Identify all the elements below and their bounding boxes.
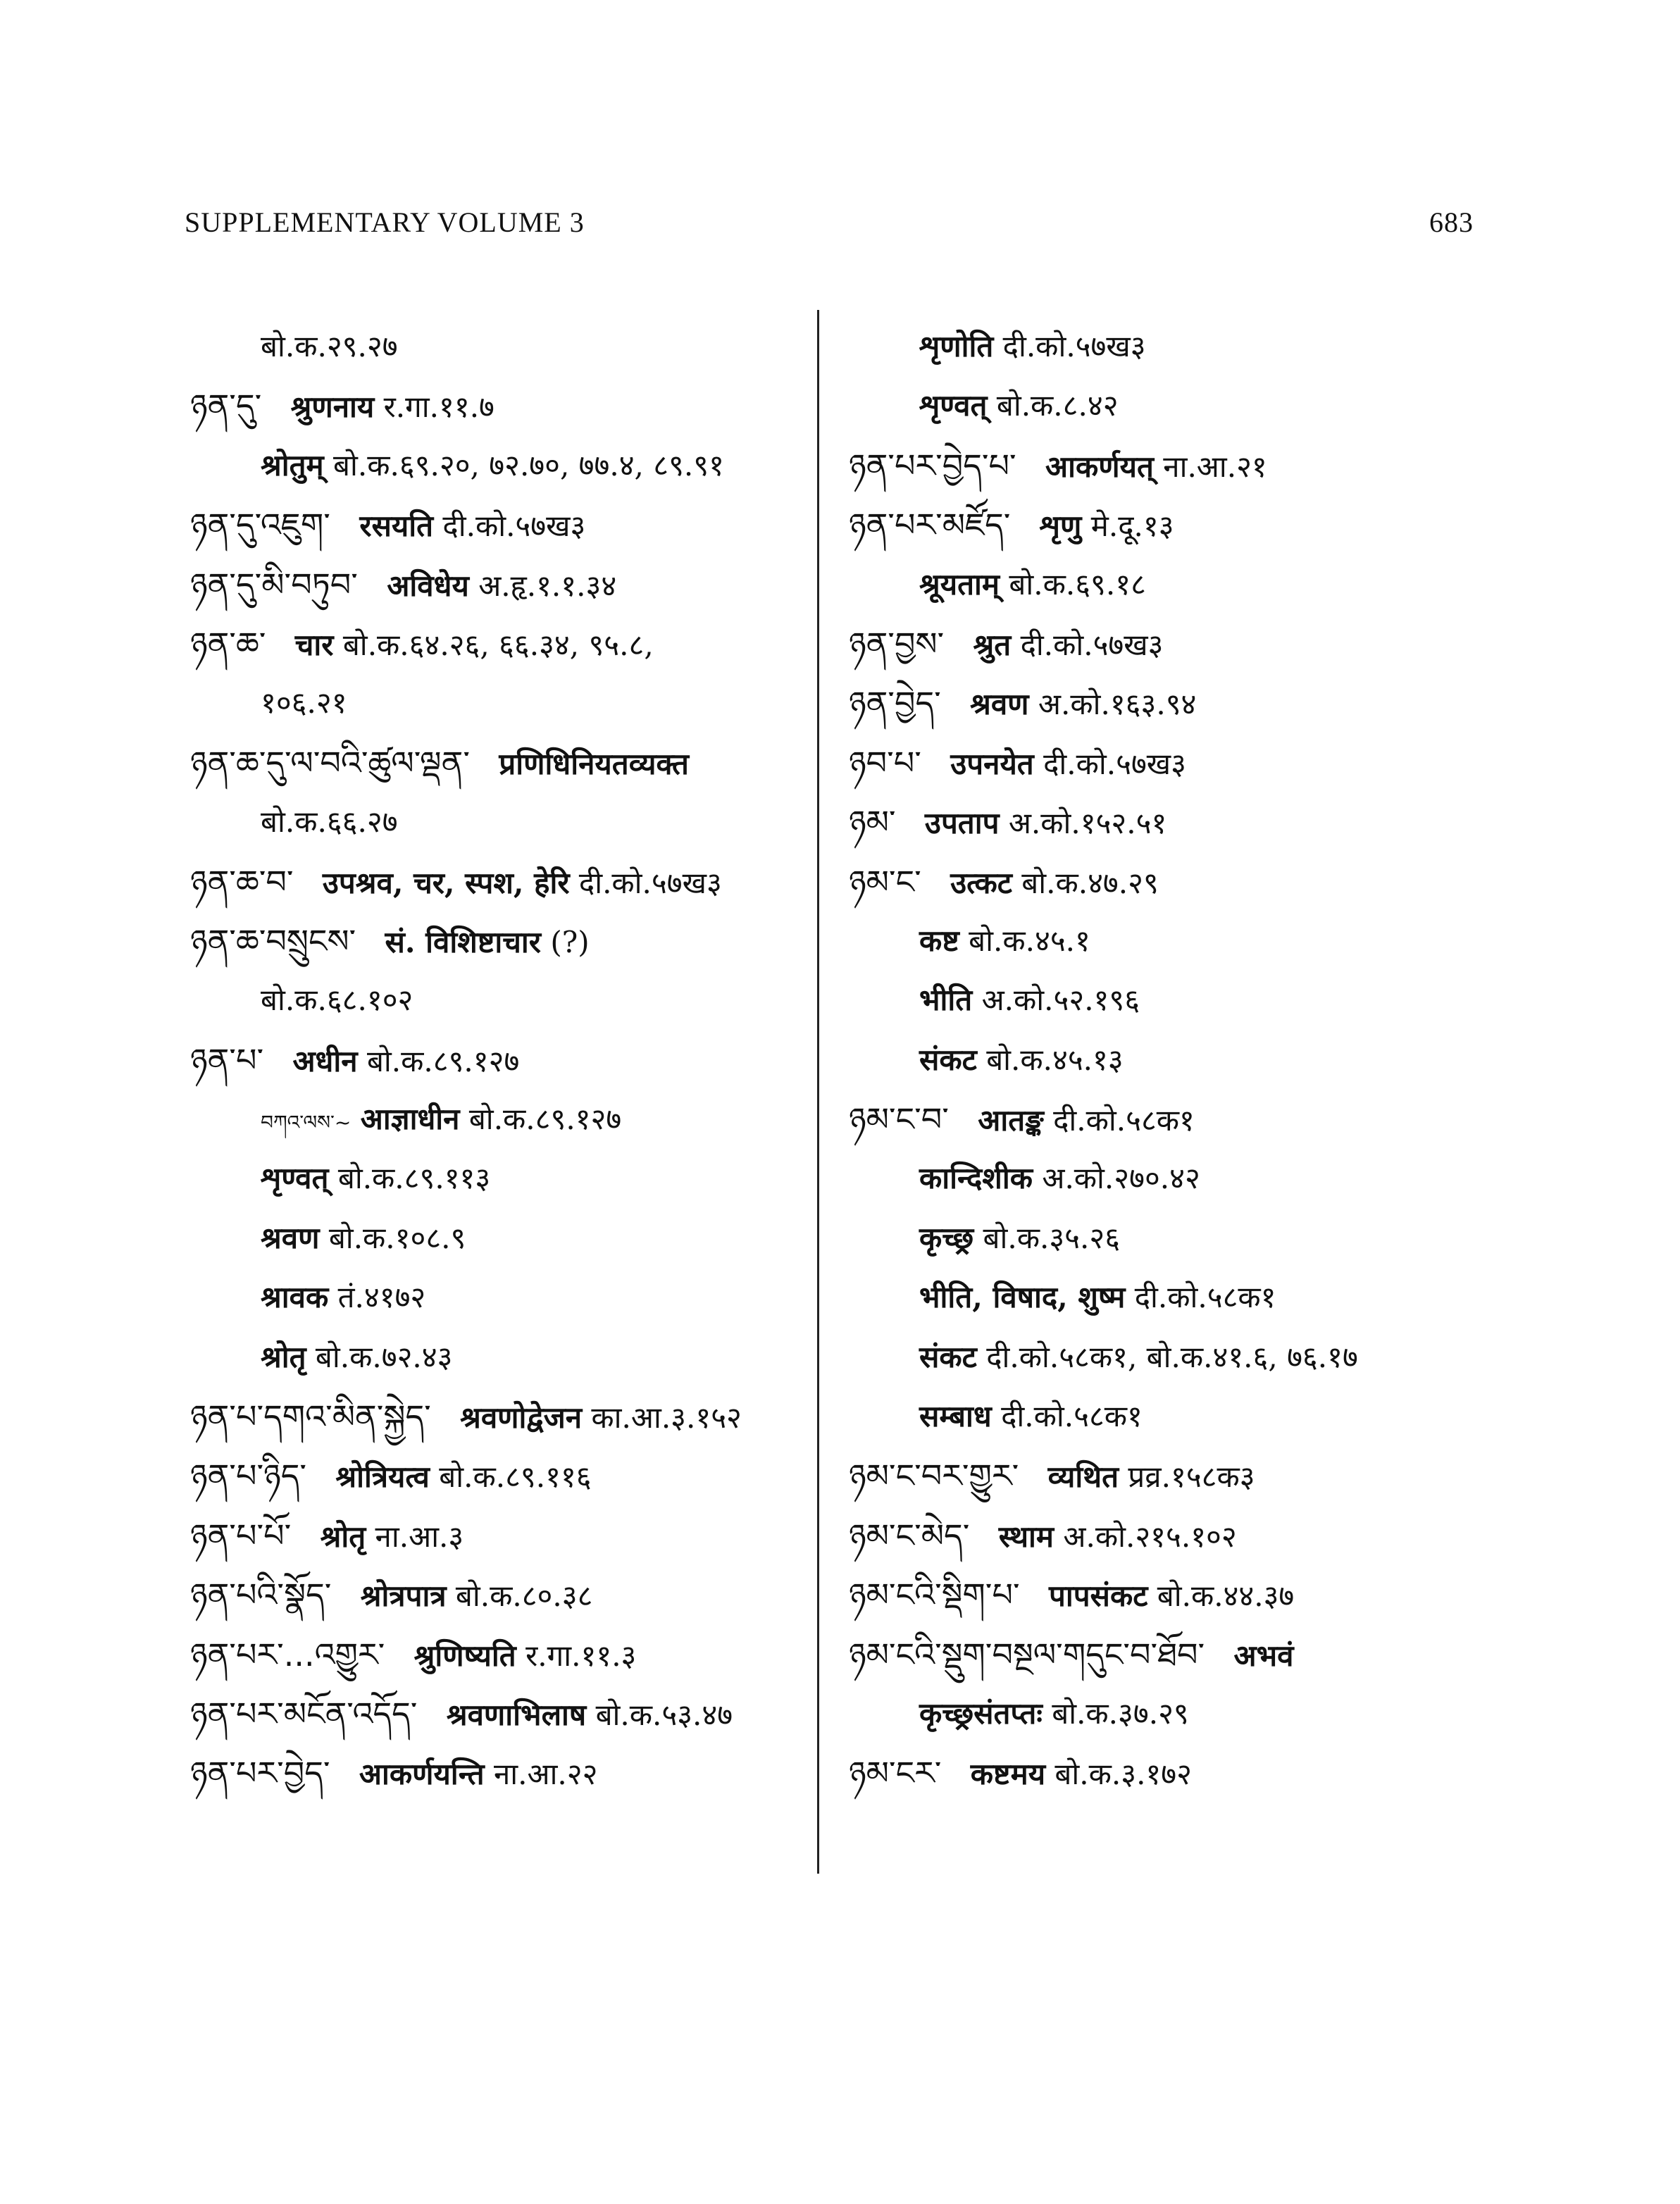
- tibetan-headword: ཉན་པ་པོ་: [190, 1516, 292, 1555]
- source-reference: दी.को.५८क१: [1053, 1103, 1195, 1138]
- sanskrit-equivalent: श्रुणनाय: [290, 390, 375, 425]
- dictionary-entry: [190, 1149, 838, 1208]
- source-reference: बो.क.६९.१८: [1009, 566, 1146, 602]
- source-reference: अ.को.५२.१९६: [981, 983, 1140, 1018]
- tibetan-headword: ཉན་པར་མཛོད་: [849, 506, 1011, 544]
- tibetan-headword: ཉམ་ངའི་སྡིག་པ་: [849, 1576, 1020, 1614]
- sanskrit-equivalent: कान्दिशीक: [919, 1161, 1033, 1196]
- sanskrit-equivalent: श्रोतुम्: [261, 447, 324, 482]
- source-reference: दी.को.५८क१, बो.क.४१.६, ७६.१७: [986, 1339, 1358, 1374]
- dictionary-entry: [849, 911, 1497, 971]
- dictionary-entry: [190, 1684, 838, 1743]
- source-reference: (?): [550, 924, 590, 959]
- source-reference: दी.को.५७ख३: [1002, 329, 1146, 363]
- sanskrit-equivalent: श्रोत्रपात्र: [360, 1579, 447, 1614]
- dictionary-entry: [190, 436, 838, 495]
- source-reference: बो.क.८९.११६: [439, 1459, 592, 1495]
- tibetan-headword: ཉབ་པ་: [849, 743, 921, 782]
- tibetan-headword: ཉན་པ་ཉིད་: [190, 1457, 307, 1495]
- source-reference: र.गा.११.३: [525, 1638, 637, 1673]
- source-reference: बो.क.३७.२९: [1052, 1695, 1189, 1731]
- source-reference: बो.क.२९.२७: [261, 329, 398, 363]
- tibetan-headword: ཉན་ཆ་བསྲུངས་: [190, 921, 356, 960]
- sanskrit-equivalent: उपश्रव, चर, स्पश, हेरि: [322, 865, 570, 900]
- sanskrit-equivalent: उपनयेत: [950, 746, 1034, 781]
- sanskrit-equivalent: आकर्णयत्: [1045, 449, 1154, 484]
- sanskrit-equivalent: आज्ञाधीन: [360, 1102, 460, 1137]
- tibetan-headword: ཉམ་ང་བ་: [849, 1100, 949, 1139]
- source-reference: बो.क.३.१७२: [1054, 1757, 1192, 1792]
- sanskrit-equivalent: श्रवणाभिलाष: [446, 1697, 587, 1732]
- dictionary-entry: [190, 733, 838, 792]
- sanskrit-equivalent: व्यथित: [1047, 1459, 1119, 1495]
- sanskrit-equivalent: कष्ट: [919, 923, 959, 958]
- dictionary-entry: [190, 673, 838, 733]
- dictionary-entry: [190, 555, 838, 614]
- dictionary-entry: [849, 1625, 1497, 1684]
- dictionary-entry: [849, 733, 1497, 792]
- tibetan-headword: ཉན་བྱས་: [849, 624, 945, 663]
- source-reference: ना.आ.२२: [493, 1757, 598, 1792]
- source-reference: बो.क.६४.२६, ६६.३४, ९५.८,: [342, 627, 654, 662]
- sanskrit-equivalent: कृच्छ्रसंतप्तः: [919, 1695, 1043, 1731]
- sanskrit-equivalent: शृणु: [1039, 509, 1082, 544]
- dictionary-entry: [190, 1446, 838, 1505]
- sanskrit-equivalent: श्रोतृ: [320, 1519, 366, 1554]
- source-reference: अ.को.२७०.४२: [1042, 1161, 1200, 1196]
- source-reference: दी.को.५७ख३: [1020, 627, 1164, 662]
- sanskrit-equivalent: अधीन: [292, 1043, 358, 1078]
- sanskrit-equivalent: अभवं: [1233, 1638, 1294, 1673]
- tibetan-headword: ཉན་པར་བྱེད་པ་: [849, 446, 1016, 485]
- source-reference: बो.क.८.४२: [996, 388, 1119, 423]
- sanskrit-equivalent: श्रूयताम्: [919, 566, 1000, 602]
- dictionary-entry: [190, 1328, 838, 1387]
- source-reference: बो.क.७२.४३: [315, 1339, 453, 1374]
- source-reference: बो.क.८९.११३: [337, 1161, 491, 1196]
- sanskrit-equivalent: रसयति: [359, 509, 434, 544]
- dictionary-entry: [849, 1149, 1497, 1208]
- sanskrit-equivalent: कष्टमय: [970, 1757, 1046, 1792]
- sanskrit-equivalent: चार: [294, 627, 334, 662]
- tibetan-headword: ཉན་པའི་སྣོད་: [190, 1576, 332, 1614]
- sanskrit-equivalent: प्रणिधिनियतव्यक्त: [499, 746, 689, 781]
- sanskrit-equivalent: कृच्छ्र: [919, 1220, 974, 1255]
- tibetan-headword: ཉམ་: [849, 803, 896, 842]
- sanskrit-equivalent: स्थाम: [998, 1519, 1054, 1554]
- source-reference: दी.को.५७ख३: [578, 865, 722, 900]
- dictionary-entry: [190, 1268, 838, 1327]
- source-reference: बो.क.१०८.९: [328, 1220, 466, 1255]
- source-reference: दी.को.५८क१: [1134, 1280, 1276, 1315]
- dictionary-entry: [190, 852, 838, 911]
- source-reference: ना.आ.२१: [1163, 449, 1267, 484]
- dictionary-entry: [849, 1565, 1497, 1624]
- sanskrit-equivalent: शृणोति: [919, 329, 994, 363]
- tibetan-headword: ཉན་བྱེད་: [849, 684, 941, 723]
- sanskrit-equivalent: उत्कट: [950, 865, 1012, 900]
- sanskrit-equivalent: शृण्वत्: [919, 388, 988, 423]
- dictionary-entry: [849, 1209, 1497, 1268]
- dictionary-entry: [190, 317, 838, 376]
- dictionary-entry: [849, 1031, 1497, 1090]
- sanskrit-equivalent: श्रावक: [261, 1280, 329, 1315]
- sanskrit-equivalent: आकर्णयन्ति: [359, 1757, 485, 1792]
- dictionary-entry: [190, 376, 838, 435]
- dictionary-entry: [190, 495, 838, 554]
- source-reference: बो.क.८०.३८: [455, 1579, 593, 1614]
- dictionary-entry: [190, 911, 838, 971]
- source-reference: अ.को.२१५.१०२: [1063, 1519, 1237, 1554]
- source-reference: बो.क.४५.१३: [986, 1042, 1124, 1077]
- tibetan-prefix: བཀའ་ལས་~: [261, 1111, 351, 1135]
- tibetan-headword: ཉན་དུ་མི་བཏུབ་: [190, 565, 358, 604]
- sanskrit-equivalent: भीति, विषाद, शुष्म: [919, 1280, 1126, 1315]
- dictionary-entry: [849, 555, 1497, 614]
- tibetan-headword: ཉམ་ངའི་སྡུག་བསྔལ་གདུང་བ་ཐོབ་: [849, 1635, 1205, 1674]
- tibetan-headword: ཉན་པ་དགའ་མིན་སྐྱེད་: [190, 1397, 431, 1436]
- tibetan-headword: ཉན་དུ་: [190, 387, 262, 425]
- source-reference: बो.क.८९.१२७: [366, 1043, 520, 1078]
- dictionary-entry: [849, 495, 1497, 554]
- column-divider: [817, 310, 819, 1874]
- source-reference: मे.दू.१३: [1090, 509, 1174, 544]
- source-reference: बो.क.५३.४७: [595, 1697, 733, 1732]
- source-reference: बो.क.४४.३७: [1157, 1579, 1295, 1614]
- source-reference: बो.क.६८.१०२: [261, 983, 413, 1018]
- sanskrit-equivalent: श्रुत: [973, 627, 1012, 662]
- sanskrit-equivalent: पापसंकट: [1048, 1579, 1148, 1614]
- tibetan-headword: ཉམ་ང་བར་གྱུར་: [849, 1457, 1019, 1495]
- sanskrit-equivalent: अविधेय: [387, 568, 469, 603]
- sanskrit-equivalent: श्रुणिष्यति: [413, 1638, 516, 1673]
- source-reference: दी.को.५७ख३: [1043, 746, 1187, 781]
- dictionary-entry: [849, 376, 1497, 435]
- dictionary-entry: [190, 1209, 838, 1268]
- source-reference: बो.क.८९.१२७: [468, 1102, 622, 1137]
- right-column: [849, 317, 1497, 1803]
- tibetan-headword: ཉན་ཆ་བ་: [190, 862, 294, 901]
- dictionary-entry: [190, 614, 838, 673]
- source-reference: दी.को.५८क१: [1001, 1399, 1143, 1434]
- tibetan-headword: ཉན་དུ་འཇུག་: [190, 506, 330, 544]
- dictionary-entry: [849, 1328, 1497, 1387]
- source-reference: १०६.२१: [261, 685, 347, 721]
- sanskrit-equivalent: श्रवणोद्वेजन: [460, 1400, 583, 1436]
- sanskrit-equivalent: सम्बाध: [919, 1399, 992, 1434]
- source-reference: र.गा.११.७: [383, 390, 494, 425]
- sanskrit-equivalent: आतङ्क: [978, 1103, 1044, 1138]
- dictionary-entry: [849, 1684, 1497, 1743]
- dictionary-entry: [190, 1090, 838, 1149]
- tibetan-headword: ཉན་ཆ་དུ་ལ་བའི་ཚུལ་ལྡན་: [190, 743, 471, 782]
- source-reference: बो.क.६६.२७: [261, 804, 398, 840]
- dictionary-entry: [190, 1031, 838, 1090]
- dictionary-entry: [190, 971, 838, 1030]
- left-column: [190, 317, 838, 1803]
- dictionary-entry: [849, 792, 1497, 852]
- sanskrit-equivalent: सं. विशिष्टाचार: [385, 924, 541, 959]
- source-reference: ना.आ.३: [375, 1519, 464, 1554]
- tibetan-headword: ཉན་པ་: [190, 1040, 264, 1079]
- dictionary-entry: [849, 1090, 1497, 1149]
- source-reference: बो.क.४७.२९: [1021, 865, 1159, 900]
- source-reference: प्रव्र.१५८क३: [1128, 1459, 1255, 1495]
- sanskrit-equivalent: श्रवण: [970, 687, 1029, 722]
- sanskrit-equivalent: शृण्वत्: [261, 1161, 329, 1196]
- dictionary-entry: [849, 1387, 1497, 1446]
- dictionary-entry: [849, 971, 1497, 1030]
- sanskrit-equivalent: उपताप: [924, 806, 1000, 841]
- sanskrit-equivalent: श्रोतृ: [261, 1339, 306, 1374]
- dictionary-entry: [190, 1387, 838, 1446]
- page-number: 683: [1429, 206, 1474, 238]
- tibetan-headword: ཉན་ཆ་: [190, 624, 266, 663]
- dictionary-entry: [849, 1506, 1497, 1565]
- dictionary-entry: [190, 1506, 838, 1565]
- dictionary-entry: [190, 1625, 838, 1684]
- dictionary-entry: [849, 317, 1497, 376]
- dictionary-entry: [190, 792, 838, 852]
- source-reference: का.आ.३.१५२: [591, 1400, 742, 1436]
- tibetan-headword: ཉམ་ང་: [849, 862, 921, 901]
- dictionary-entry: [849, 1743, 1497, 1803]
- source-reference: अ.हृ.१.१.३४: [478, 568, 617, 603]
- tibetan-headword: ཉན་པར་མངོན་འདོད་: [190, 1694, 418, 1733]
- dictionary-entry: [849, 1446, 1497, 1505]
- sanskrit-equivalent: श्रवण: [261, 1220, 320, 1255]
- sanskrit-equivalent: श्रोत्रियत्व: [335, 1459, 430, 1495]
- dictionary-entry: [849, 436, 1497, 495]
- running-title: SUPPLEMENTARY VOLUME 3: [185, 206, 585, 238]
- dictionary-entry: [849, 614, 1497, 673]
- dictionary-entry: [190, 1565, 838, 1624]
- sanskrit-equivalent: संकट: [919, 1042, 977, 1077]
- page-header: [185, 206, 1474, 239]
- dictionary-entry: [849, 1268, 1497, 1327]
- source-reference: अ.को.१५२.५१: [1008, 806, 1167, 841]
- tibetan-headword: ཉན་པར་བྱེད་: [190, 1754, 330, 1793]
- tibetan-headword: ཉན་པར་...འགྱུར་: [190, 1635, 385, 1674]
- dictionary-entry: [849, 852, 1497, 911]
- dictionary-entry: [849, 673, 1497, 733]
- tibetan-headword: ཉམ་ང་མེད་: [849, 1516, 970, 1555]
- dictionary-entry: [190, 1743, 838, 1803]
- source-reference: अ.को.१६३.९४: [1038, 687, 1197, 722]
- sanskrit-equivalent: भीति: [919, 983, 973, 1018]
- source-reference: दी.को.५७ख३: [442, 509, 586, 544]
- source-reference: तं.४१७२: [337, 1280, 426, 1315]
- source-reference: बो.क.३५.२६: [983, 1220, 1121, 1255]
- source-reference: बो.क.६९.२०, ७२.७०, ७७.४, ८९.९१: [333, 447, 724, 482]
- sanskrit-equivalent: संकट: [919, 1339, 977, 1374]
- source-reference: बो.क.४५.१: [969, 923, 1090, 958]
- tibetan-headword: ཉམ་ངར་: [849, 1754, 942, 1793]
